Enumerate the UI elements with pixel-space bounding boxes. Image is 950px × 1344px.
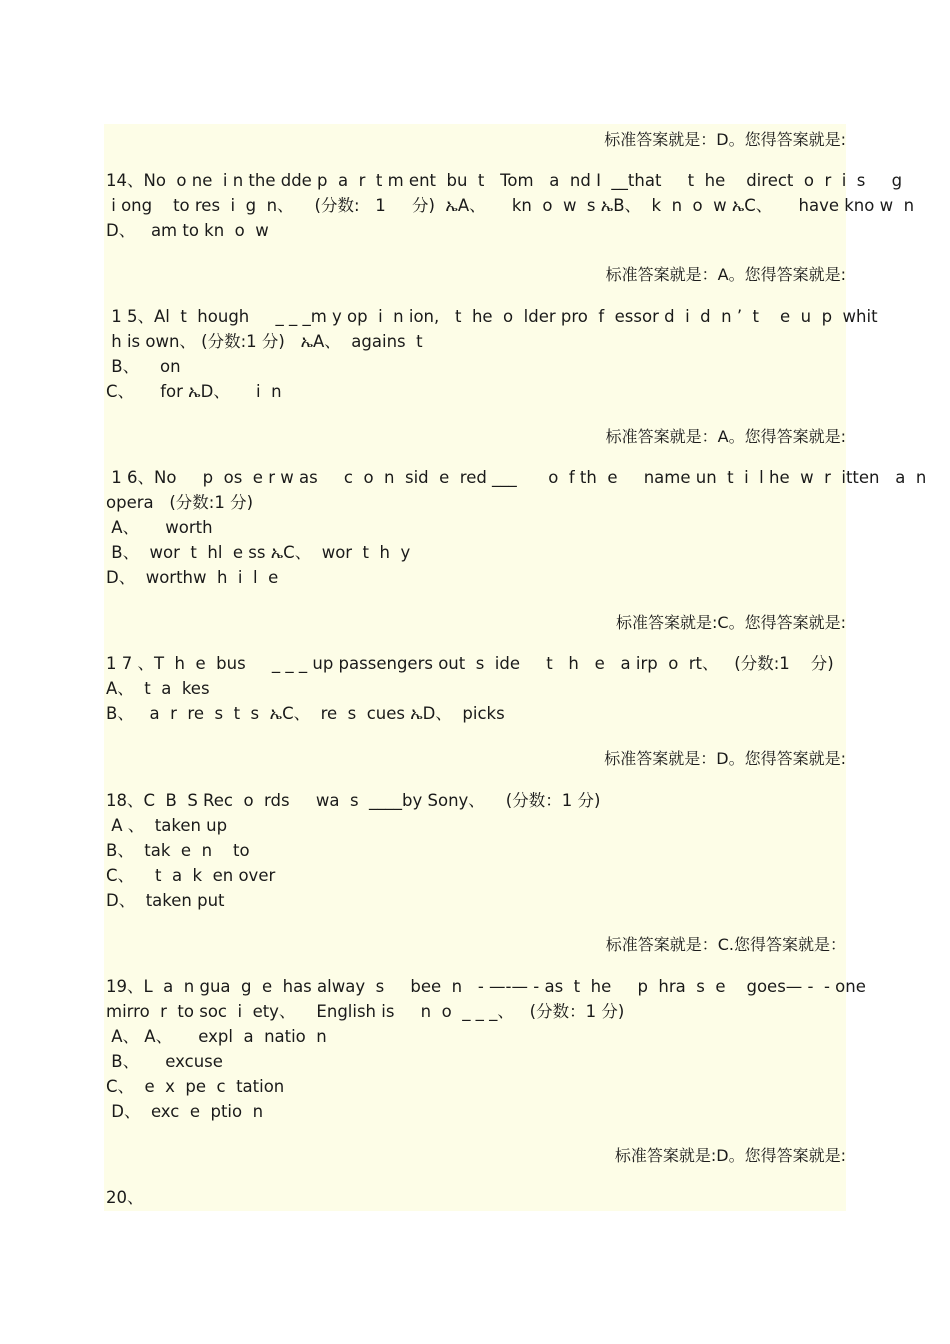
question-14-line-2: i ong to res i g n、 (分数: 1 分) ኤA、 kn o w s ኤB、 k n o w ኤC、 have kno w n	[106, 196, 915, 215]
question-16-line-2: opera (分数:1 分)	[106, 493, 254, 512]
question-19-line-4: B、 excuse	[106, 1052, 223, 1071]
question-14-line-3: D、 am to kn o w	[106, 221, 269, 240]
question-17-line-3: B、 a r re s t s ኤC、 re s cues ኤD、 picks	[106, 704, 505, 723]
question-14-line-1: 14、No o ne i n the dde p a r t m ent bu t Tom a nd I __that t he direct o r i s g	[106, 171, 903, 190]
question-17-line-2: A、 t a kes	[106, 679, 210, 698]
standard-answer-17: 标准答案就是：D。您得答案就是:	[604, 749, 846, 768]
standard-answer-14: 标准答案就是：A。您得答案就是:	[605, 265, 846, 284]
question-18-line-5: D、 taken put	[106, 891, 225, 910]
question-15-line-4: C、 for ኤD、 i n	[106, 382, 282, 401]
question-19-line-2: mirro r to soc i ety、 English is n o _ _ _、 (分数：1 分)	[106, 1002, 625, 1021]
question-18-line-3: B、 tak e n to	[106, 841, 250, 860]
question-17-line-1: 1 7 、T h e bus _ _ _ up passengers out s ide t h e a irp o rt、 (分数:1 分)	[106, 654, 834, 673]
question-19-line-5: C、 e x pe c tation	[106, 1077, 285, 1096]
standard-answer-16: 标准答案就是:C。您得答案就是:	[616, 613, 846, 632]
standard-answer-13: 标准答案就是：D。您得答案就是:	[604, 130, 846, 149]
question-15-line-1: 1 5、Al t hough _ _ _m y op i n ion, t he o lder pro f essor d i d n ’ t e u p whit	[106, 307, 878, 326]
question-16-line-5: D、 worthw h i l e	[106, 568, 279, 587]
question-19-line-3: A、 A、 expl a natio n	[106, 1027, 327, 1046]
question-19-line-1: 19、L a n gua g e has alway s bee n - —-— - as t he p hra s e goes— - - one	[106, 977, 866, 996]
standard-answer-18: 标准答案就是：C.您得答案就是：	[605, 935, 846, 954]
standard-answer-19: 标准答案就是:D。您得答案就是:	[614, 1146, 846, 1165]
question-18-line-2: A 、 taken up	[106, 816, 228, 835]
question-16-line-3: A、 worth	[106, 518, 213, 537]
question-18-line-4: C、 t a k en over	[106, 866, 276, 885]
question-16-line-4: B、 wor t hl e ss ኤC、 wor t h y	[106, 543, 411, 562]
question-18-line-1: 18、C B S Rec o rds wa s ____by Sony、 (分数：1 分)	[106, 791, 601, 810]
question-15-line-2: h is own、 (分数:1 分) ኤA、 agains t	[106, 332, 423, 351]
question-16-line-1: 1 6、No p os e r w as c o n sid e red ___ o f th e name un t i l he w r itten a n	[106, 468, 927, 487]
question-20-line-1: 20、	[106, 1188, 144, 1207]
question-19-line-6: D、 exc e ptio n	[106, 1102, 264, 1121]
question-15-line-3: B、 on	[106, 357, 181, 376]
standard-answer-15: 标准答案就是：A。您得答案就是:	[605, 427, 846, 446]
